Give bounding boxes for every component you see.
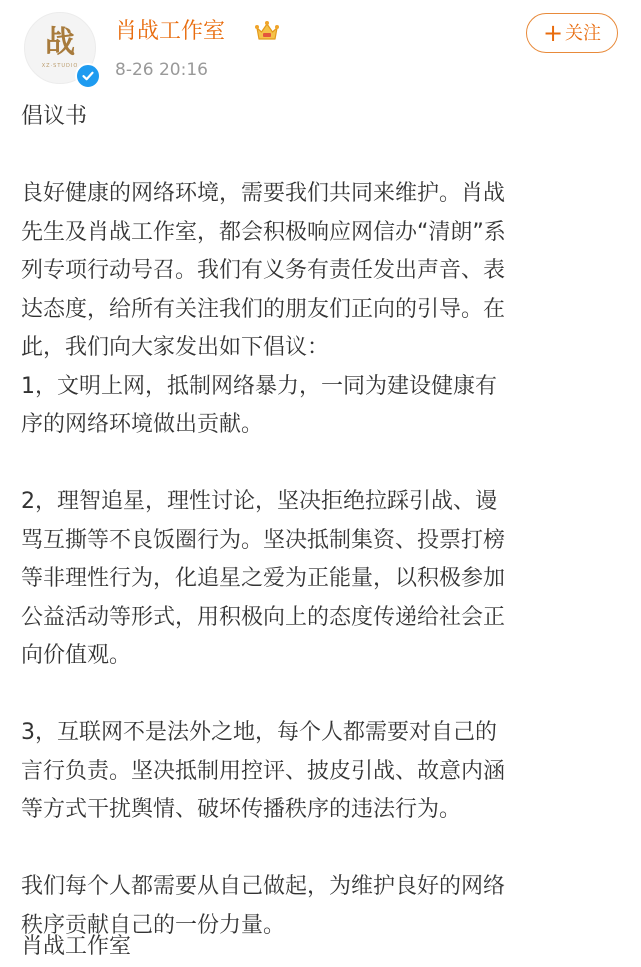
post-body: [21, 98, 621, 945]
post-header: [0, 0, 641, 96]
item3-line: 等方式干扰舆情、破坏传播秩序的违法行为。: [21, 797, 462, 822]
post-time: 8-26 20:16: [115, 60, 208, 80]
follow-button[interactable]: [526, 13, 618, 53]
intro-line: 此，我们向大家发出如下倡议：: [21, 335, 330, 360]
closing-line: 秩序贡献自己的一份力量。: [21, 912, 286, 938]
avatar[interactable]: [24, 12, 96, 84]
item1-line: 序的网络环境做出贡献。: [21, 412, 264, 437]
item2-line: 公益活动等形式，用积极向上的态度传递给社会正: [21, 604, 506, 630]
post-title: 倡议书: [21, 104, 88, 129]
intro-line: 列专项行动号召。我们有义务有责任发出声音、表: [21, 258, 506, 283]
item2-line: 向价值观。: [21, 643, 132, 668]
paragraph-gap: [21, 676, 621, 715]
signature: 肖战工作室: [21, 934, 132, 959]
account-name[interactable]: 肖战工作室: [115, 19, 226, 44]
item1-line: 1，文明上网，抵制网络暴力，一同为建设健康有: [21, 373, 497, 399]
vip-crown-icon[interactable]: [254, 19, 280, 43]
item3-line: 3，互联网不是法外之地，每个人都需要对自己的: [21, 720, 497, 745]
plus-icon: +: [542, 19, 564, 47]
item2-line: 骂互撕等不良饭圈行为。坚决抵制集资、投票打榜: [21, 527, 506, 553]
verified-check-icon: [75, 63, 101, 89]
closing-line: 我们每个人都需要从自己做起，为维护良好的网络: [21, 874, 506, 899]
item3-line: 言行负责。坚决抵制用控评、披皮引战、故意内涵: [21, 758, 506, 784]
intro-line: 达态度，给所有关注我们的朋友们正向的引导。在: [21, 296, 506, 322]
follow-label: 关注: [565, 23, 602, 44]
paragraph-gap: [21, 137, 621, 176]
paragraph-gap: [21, 445, 621, 484]
avatar-subtext: XZ·STUDIO: [41, 63, 79, 69]
intro-line: 良好健康的网络环境，需要我们共同来维护。肖战: [21, 181, 506, 206]
item2-line: 等非理性行为，化追星之爱为正能量，以积极参加: [21, 566, 506, 591]
paragraph-gap: [21, 830, 621, 869]
intro-line: 先生及肖战工作室，都会积极响应网信办“清朗”系: [21, 219, 506, 245]
item2-line: 2，理智追星，理性讨论，坚决拒绝拉踩引战、谩: [21, 489, 497, 514]
avatar-logo: 战: [45, 25, 75, 60]
